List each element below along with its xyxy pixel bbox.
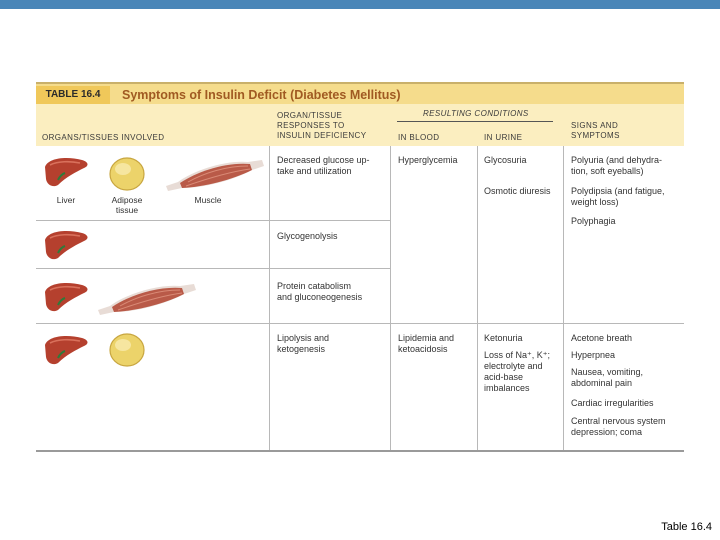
cell-urine: Ketonuria [484, 333, 523, 343]
cell-sign [571, 416, 666, 438]
header-organs: ORGANS/TISSUES INVOLVED [42, 133, 165, 142]
muscle-icon [164, 158, 268, 197]
column-divider [390, 146, 391, 450]
table-title-band [36, 82, 684, 106]
muscle-icon [96, 282, 200, 321]
cell-sign-line: abdominal pain [571, 378, 633, 388]
cell-blood: Hyperglycemia [398, 155, 458, 165]
cell-sign [571, 155, 662, 177]
header-resulting-conditions: RESULTING CONDITIONS [423, 109, 529, 118]
label-liver: Liver [56, 195, 76, 205]
cell-sign-line: Polydipsia (and fatigue, [571, 186, 665, 196]
header-responses-line: ORGAN/TISSUE [277, 111, 343, 120]
header-signs [571, 121, 620, 141]
liver-icon [42, 280, 90, 319]
column-divider [563, 146, 564, 450]
cell-sign-line: weight loss) [571, 197, 619, 207]
label-adipose [102, 195, 152, 215]
header-rule [397, 121, 553, 122]
cell-response [277, 281, 362, 303]
cell-sign-line: Polyuria (and dehydra- [571, 155, 663, 165]
adipose-icon [108, 156, 146, 197]
cell-response-line: take and utilization [277, 166, 352, 176]
slide-caption: Table 16.4 [661, 521, 712, 533]
cell-sign: Hyperpnea [571, 350, 616, 360]
column-divider [477, 146, 478, 450]
cell-urine: Osmotic diuresis [484, 186, 551, 196]
cell-urine [484, 350, 550, 394]
cell-sign [571, 367, 643, 389]
top-accent-bar [0, 0, 720, 9]
header-responses-line: INSULIN DEFICIENCY [277, 131, 367, 140]
liver-icon [42, 155, 90, 194]
row-divider [36, 220, 390, 221]
table-bottom-rule [36, 450, 684, 452]
liver-icon [42, 333, 90, 372]
liver-icon [42, 228, 90, 267]
cell-response-line: Decreased glucose up- [277, 155, 370, 165]
cell-response [277, 333, 329, 355]
cell-sign: Cardiac irregularities [571, 398, 654, 408]
cell-response-line: ketogenesis [277, 344, 326, 354]
header-signs-line: SYMPTOMS [571, 131, 620, 140]
cell-response [277, 155, 370, 177]
cell-urine-line: electrolyte and [484, 361, 543, 371]
header-in-urine: IN URINE [484, 133, 523, 142]
cell-response-line: Protein catabolism [277, 281, 352, 291]
cell-response-line: and gluconeogenesis [277, 292, 363, 302]
cell-response-line: Lipolysis and [277, 333, 330, 343]
label-adipose-line: tissue [115, 205, 139, 215]
cell-sign-line: Nausea, vomiting, [571, 367, 644, 377]
label-adipose-line: Adipose [111, 195, 143, 205]
table-header [36, 104, 684, 146]
column-divider [269, 146, 270, 450]
cell-urine-line: Loss of Na⁺, K⁺; [484, 350, 551, 360]
table-title: Symptoms of Insulin Deficit (Diabetes Mellitus) [122, 88, 401, 102]
row-divider [36, 323, 684, 324]
cell-sign: Polyphagia [571, 216, 616, 226]
header-responses [277, 111, 366, 141]
header-signs-line: SIGNS AND [571, 121, 619, 130]
row-divider [36, 268, 390, 269]
header-in-blood: IN BLOOD [398, 133, 440, 142]
cell-blood-line: Lipidemia and [398, 333, 455, 343]
cell-sign: Acetone breath [571, 333, 633, 343]
label-muscle: Muscle [194, 195, 222, 205]
cell-sign [571, 186, 665, 208]
cell-response: Glycogenolysis [277, 231, 338, 241]
cell-blood-line: ketoacidosis [398, 344, 448, 354]
cell-urine: Glycosuria [484, 155, 527, 165]
symptoms-table [36, 82, 684, 454]
cell-sign-line: tion, soft eyeballs) [571, 166, 644, 176]
cell-sign-line: Central nervous system [571, 416, 666, 426]
cell-urine-line: imbalances [484, 383, 530, 393]
table-body [36, 146, 684, 450]
adipose-icon [108, 332, 146, 373]
cell-sign-line: depression; coma [571, 427, 643, 437]
cell-blood [398, 333, 454, 355]
cell-urine-line: acid-base [484, 372, 524, 382]
header-responses-line: RESPONSES TO [277, 121, 345, 130]
table-number: TABLE 16.4 [36, 86, 110, 104]
